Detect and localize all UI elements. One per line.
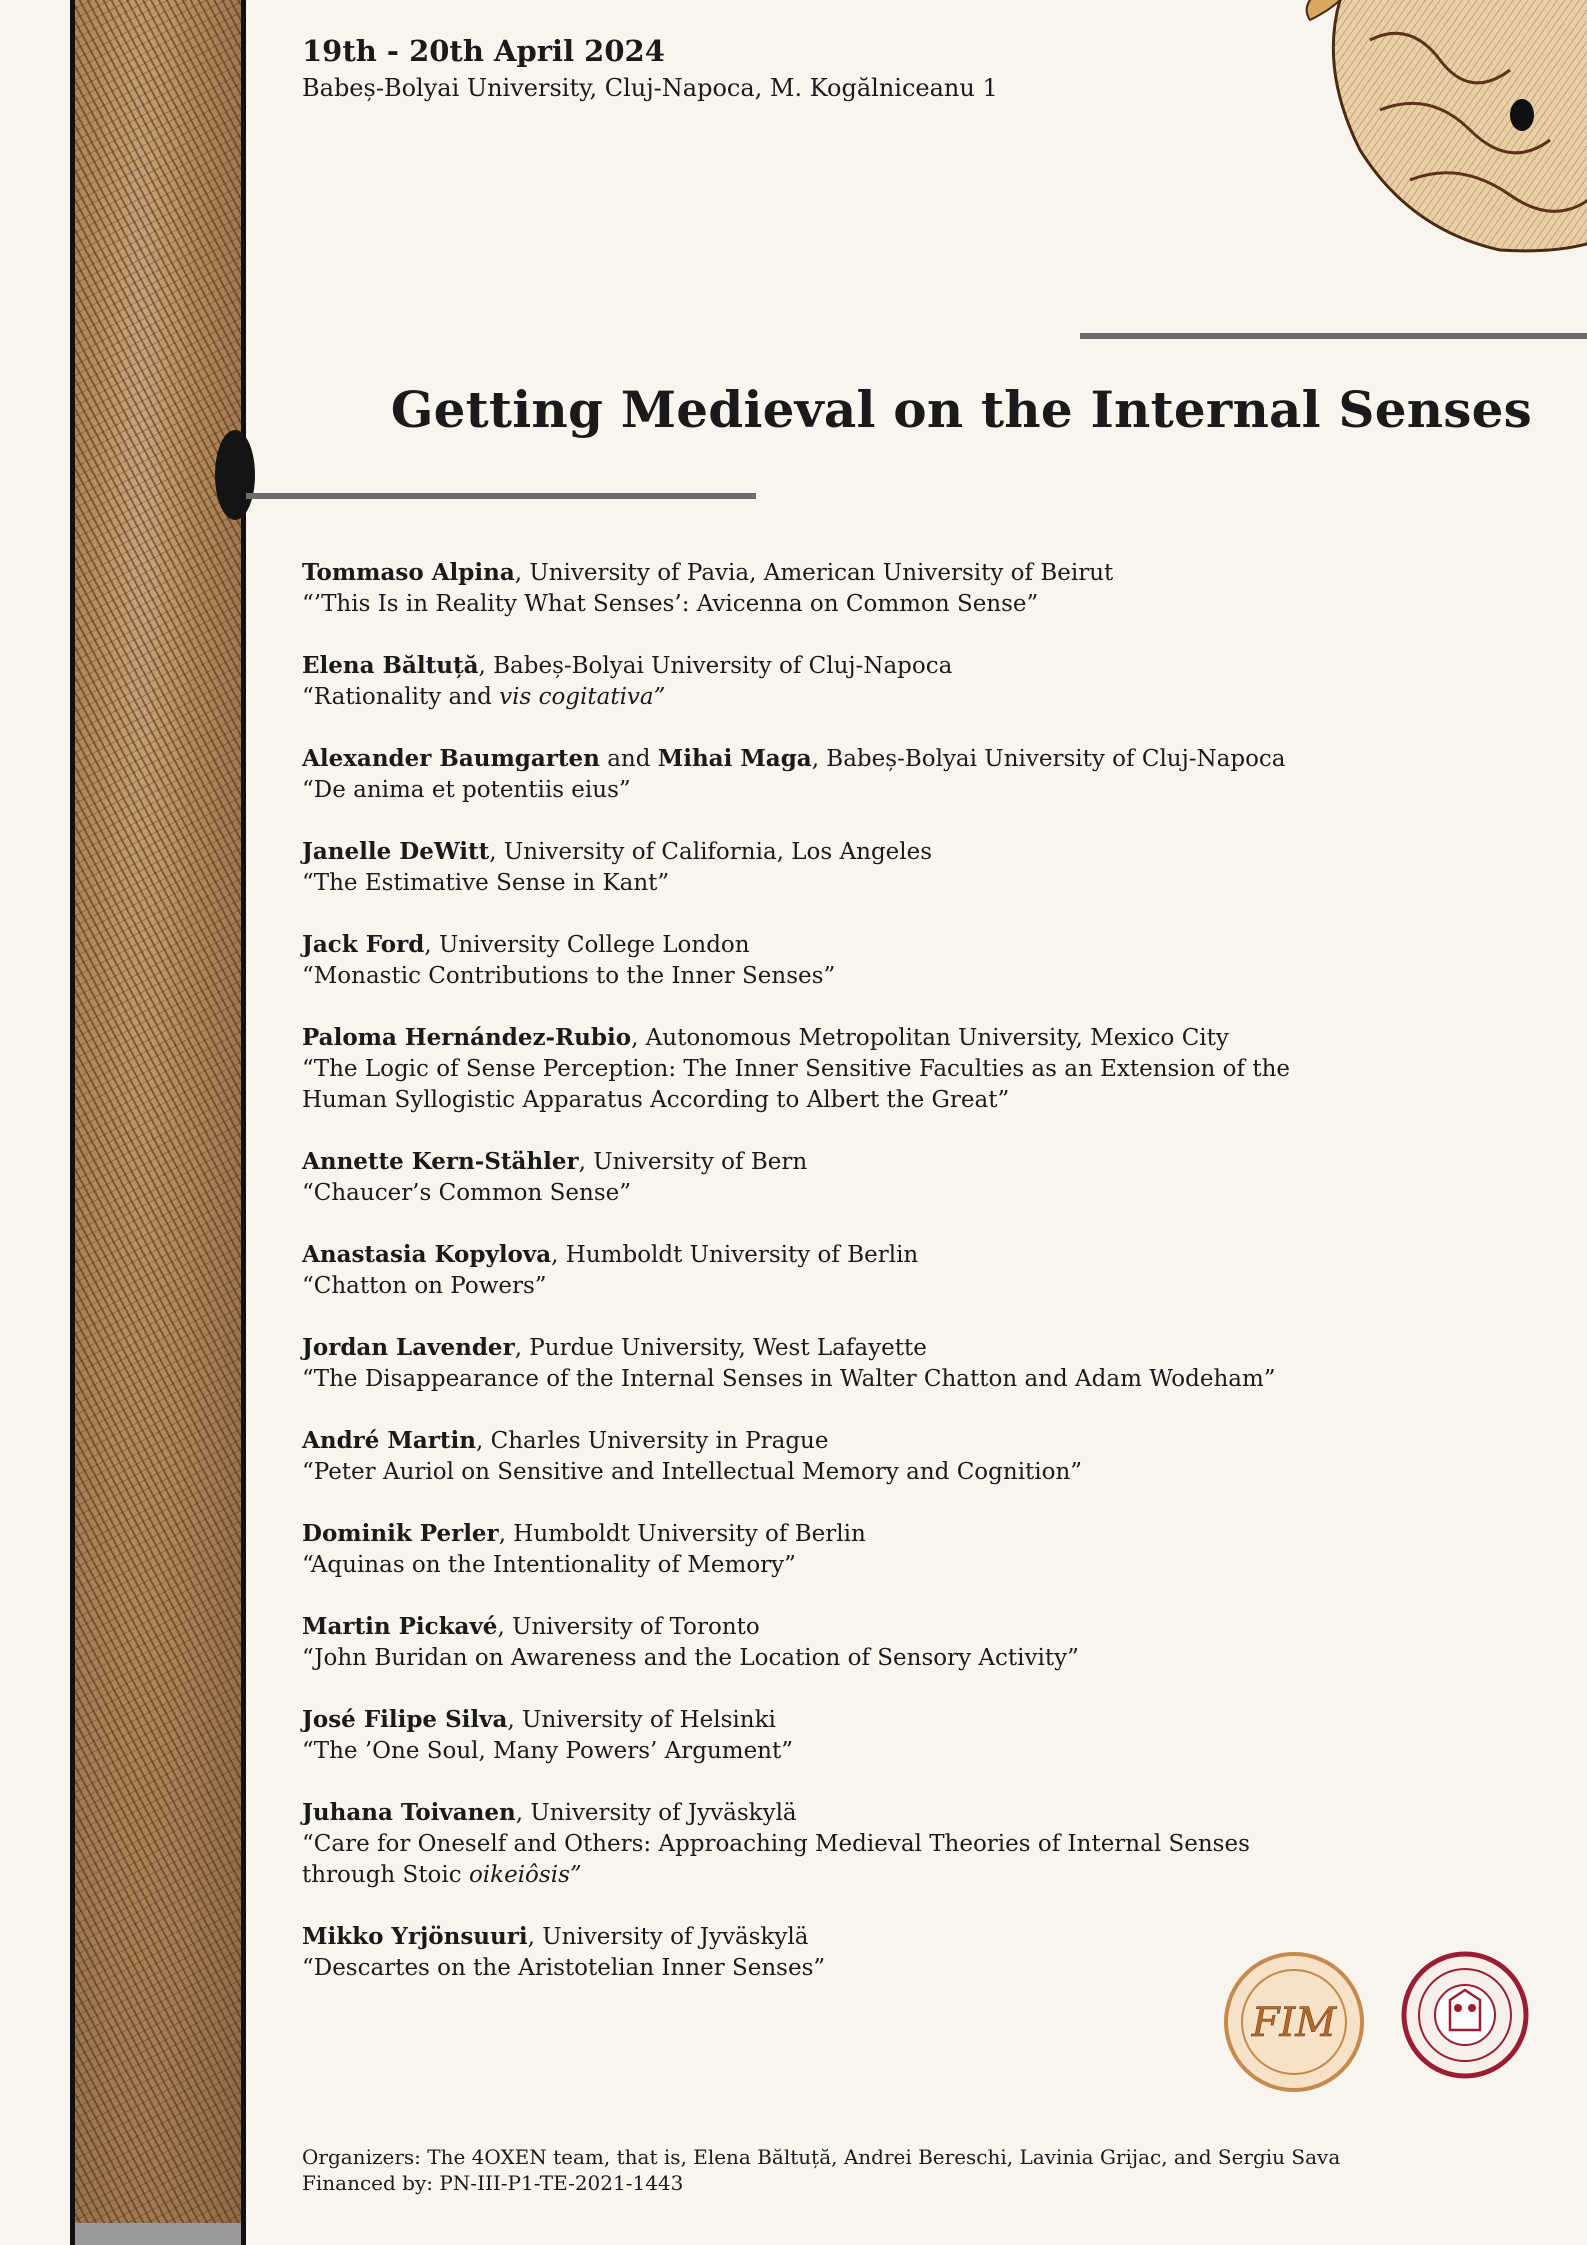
talk-title bbox=[302, 1457, 1302, 1488]
divider-bottom bbox=[246, 493, 756, 499]
talk-title bbox=[302, 775, 1302, 806]
talk-speaker-line bbox=[302, 1518, 1302, 1550]
speaker-name: Martin Pickavé bbox=[302, 1613, 498, 1640]
speaker-name: Janelle DeWitt bbox=[302, 838, 490, 865]
speaker-affiliation: , University of California, Los Angeles bbox=[489, 839, 933, 865]
speaker-affiliation: , University of Bern bbox=[578, 1149, 808, 1175]
talk-item bbox=[302, 929, 1302, 992]
talk-item bbox=[302, 1518, 1302, 1581]
talk-title bbox=[302, 589, 1302, 620]
talk-speaker-line bbox=[302, 836, 1302, 868]
engraving-ink-blot bbox=[215, 430, 255, 520]
speaker-joiner: and bbox=[599, 746, 658, 772]
talk-item bbox=[302, 743, 1302, 806]
speaker-name: Dominik Perler bbox=[302, 1520, 499, 1547]
talk-title-text: “Care for Oneself and Others: Approaching Medieval Theories of Internal Senses through Stoic bbox=[302, 1831, 1250, 1888]
speaker-name: Elena Băltuță bbox=[302, 652, 479, 679]
talk-item bbox=[302, 1704, 1302, 1767]
talk-speaker-line bbox=[302, 1704, 1302, 1736]
talk-title bbox=[302, 1953, 1302, 1984]
event-date: 19th - 20th April 2024 bbox=[302, 34, 665, 68]
talk-item bbox=[302, 1921, 1302, 1984]
talk-speaker-line bbox=[302, 929, 1302, 961]
speaker-name: Paloma Hernández-Rubio bbox=[302, 1024, 632, 1051]
talk-title bbox=[302, 1364, 1302, 1395]
talk-title-text: “The ’One Soul, Many Powers’ Argument” bbox=[302, 1738, 793, 1764]
divider-top bbox=[1080, 333, 1587, 339]
speaker-name: André Martin bbox=[302, 1427, 476, 1454]
talk-title-text: “’This Is in Reality What Senses’: Avicenna on Common Sense” bbox=[302, 591, 1039, 617]
talk-item bbox=[302, 836, 1302, 899]
talk-title bbox=[302, 1829, 1302, 1891]
speaker-name: Annette Kern-Stähler bbox=[302, 1148, 579, 1175]
talk-title bbox=[302, 1054, 1302, 1116]
talk-title-italic: oikeiôsis” bbox=[468, 1862, 582, 1888]
talk-title-text: “The Estimative Sense in Kant” bbox=[302, 870, 670, 896]
footer-organizers: Organizers: The 4OXEN team, that is, Elena Băltuță, Andrei Bereschi, Lavinia Grijac, and Sergiu Sava bbox=[302, 2145, 1341, 2169]
talk-speaker-line bbox=[302, 1146, 1302, 1178]
speaker-name: Mihai Maga bbox=[657, 745, 812, 772]
talk-item bbox=[302, 1611, 1302, 1674]
speaker-affiliation: , University College London bbox=[424, 932, 750, 958]
talk-speaker-line bbox=[302, 1332, 1302, 1364]
fim-seal-icon bbox=[1222, 1950, 1366, 2094]
talk-title bbox=[302, 1271, 1302, 1302]
talk-item bbox=[302, 1332, 1302, 1395]
speaker-name: Tommaso Alpina bbox=[302, 559, 515, 586]
talk-item bbox=[302, 1146, 1302, 1209]
talk-item bbox=[302, 650, 1302, 713]
speaker-name: Alexander Baumgarten bbox=[302, 745, 600, 772]
speaker-name: Jack Ford bbox=[302, 931, 425, 958]
talk-speaker-line bbox=[302, 1425, 1302, 1457]
speaker-name: Jordan Lavender bbox=[302, 1334, 515, 1361]
talk-title bbox=[302, 961, 1302, 992]
talk-title-text: “Aquinas on the Intentionality of Memory” bbox=[302, 1552, 796, 1578]
talk-title-text: “The Disappearance of the Internal Senses in Walter Chatton and Adam Wodeham” bbox=[302, 1366, 1276, 1392]
talk-speaker-line bbox=[302, 650, 1302, 682]
speaker-name: Juhana Toivanen bbox=[302, 1799, 516, 1826]
talk-speaker-line bbox=[302, 743, 1302, 775]
talk-title bbox=[302, 1643, 1302, 1674]
talk-speaker-line bbox=[302, 1022, 1302, 1054]
speaker-name: Mikko Yrjönsuuri bbox=[302, 1923, 528, 1950]
strip-bottom-bar bbox=[75, 2223, 241, 2245]
talk-item bbox=[302, 1239, 1302, 1302]
decorative-engraving-strip bbox=[70, 0, 246, 2245]
speaker-affiliation: , Babeș-Bolyai University of Cluj-Napoca bbox=[478, 653, 953, 679]
speaker-affiliation: , University of Pavia, American University of Beirut bbox=[514, 560, 1114, 586]
fim-seal-letters: FIM bbox=[1251, 2000, 1337, 2046]
speaker-affiliation: , University of Jyväskylä bbox=[515, 1800, 797, 1826]
talk-speaker-line bbox=[302, 1611, 1302, 1643]
talk-title bbox=[302, 1736, 1302, 1767]
talk-title bbox=[302, 682, 1302, 713]
talk-list bbox=[302, 557, 1302, 2014]
talk-title-text: “De anima et potentiis eius” bbox=[302, 777, 631, 803]
talk-title-text: “Rationality and bbox=[302, 684, 500, 710]
talk-title-text: “Descartes on the Aristotelian Inner Senses” bbox=[302, 1955, 826, 1981]
footer bbox=[302, 2144, 1340, 2196]
talk-item bbox=[302, 557, 1302, 620]
speaker-affiliation: , University of Jyväskylä bbox=[527, 1924, 809, 1950]
talk-title bbox=[302, 868, 1302, 899]
talk-item bbox=[302, 1797, 1302, 1891]
talk-item bbox=[302, 1022, 1302, 1116]
speaker-affiliation: , Humboldt University of Berlin bbox=[498, 1521, 866, 1547]
speaker-affiliation: , Purdue University, West Lafayette bbox=[514, 1335, 927, 1361]
speaker-affiliation: , Charles University in Prague bbox=[475, 1428, 829, 1454]
talk-title-text: “The Logic of Sense Perception: The Inner Sensitive Faculties as an Extension of the Human Syllogistic Apparatus According to Albert the Great” bbox=[302, 1056, 1290, 1113]
footer-financed: Financed by: PN-III-P1-TE-2021-1443 bbox=[302, 2171, 684, 2195]
talk-title-text: “Chaucer’s Common Sense” bbox=[302, 1180, 631, 1206]
event-venue: Babeș-Bolyai University, Cluj-Napoca, M. Kogălniceanu 1 bbox=[302, 74, 998, 102]
talk-title-text: “Peter Auriol on Sensitive and Intellectual Memory and Cognition” bbox=[302, 1459, 1083, 1485]
ubb-seal-icon bbox=[1400, 1950, 1530, 2080]
speaker-affiliation: , Humboldt University of Berlin bbox=[551, 1242, 919, 1268]
talk-title bbox=[302, 1550, 1302, 1581]
talk-title-text: “John Buridan on Awareness and the Location of Sensory Activity” bbox=[302, 1645, 1079, 1671]
speaker-affiliation: , Autonomous Metropolitan University, Mexico City bbox=[631, 1025, 1229, 1051]
talk-speaker-line bbox=[302, 1239, 1302, 1271]
talk-speaker-line bbox=[302, 557, 1302, 589]
talk-speaker-line bbox=[302, 1921, 1302, 1953]
speaker-affiliation: , University of Helsinki bbox=[507, 1707, 776, 1733]
speaker-affiliation: , Babeș-Bolyai University of Cluj-Napoca bbox=[811, 746, 1286, 772]
talk-title bbox=[302, 1178, 1302, 1209]
talk-item bbox=[302, 1425, 1302, 1488]
talk-speaker-line bbox=[302, 1797, 1302, 1829]
brain-illustration-icon bbox=[1300, 0, 1587, 260]
speaker-affiliation: , University of Toronto bbox=[497, 1614, 760, 1640]
talk-title-italic: vis cogitativa” bbox=[499, 684, 666, 710]
speaker-name: Anastasia Kopylova bbox=[302, 1241, 552, 1268]
speaker-name: José Filipe Silva bbox=[302, 1706, 508, 1733]
talk-title-text: “Monastic Contributions to the Inner Senses” bbox=[302, 963, 836, 989]
talk-title-text: “Chatton on Powers” bbox=[302, 1273, 547, 1299]
page-title: Getting Medieval on the Internal Senses bbox=[390, 380, 1532, 439]
